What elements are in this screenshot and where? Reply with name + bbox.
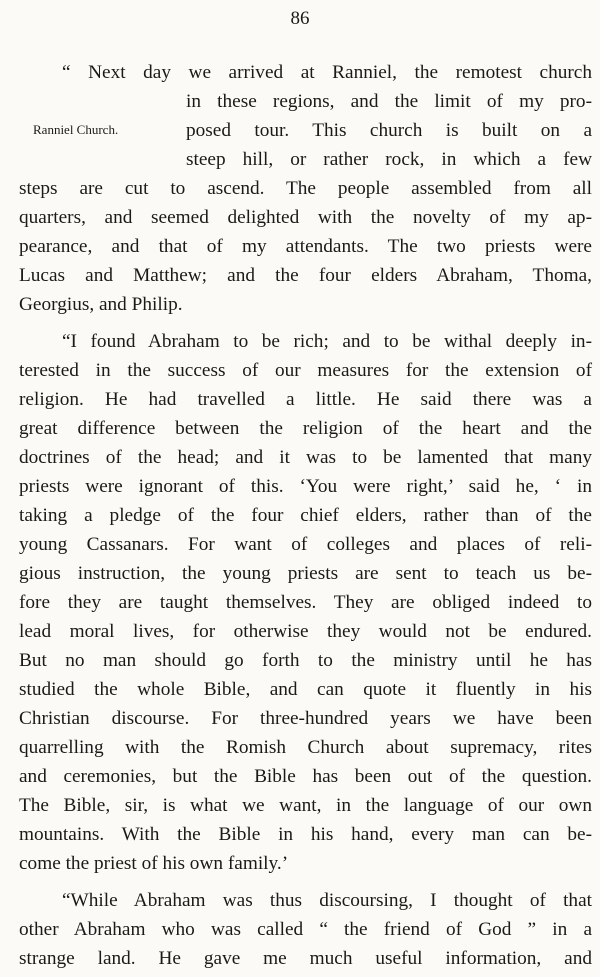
text-line: “I found Abraham to be rich; and to be withal deeply in- — [62, 331, 592, 352]
text-line: steep hill, or rather rock, in which a few — [186, 149, 592, 170]
text-line: taking a pledge of the four chief elders, rather than of the — [19, 505, 592, 526]
text-line: terested in the success of our measures for the extension of — [19, 360, 592, 381]
text-line: other Abraham who was called “ the friend of God ” in a — [19, 919, 592, 940]
text-line: studied the whole Bible, and can quote it fluently in his — [19, 679, 592, 700]
text-line: in these regions, and the limit of my pro- — [186, 91, 592, 112]
text-line: Lucas and Matthew; and the four elders Abraham, Thoma, — [19, 265, 592, 286]
text-line: doctrines of the head; and it was to be lamented that many — [19, 447, 592, 468]
text-line: priests were ignorant of this. ‘You were right,’ said he, ‘ in — [19, 476, 592, 497]
text-line: great difference between the religion of the heart and the — [19, 418, 592, 439]
text-line: posed tour. This church is built on a — [186, 120, 592, 141]
text-line: strange land. He gave me much useful information, and — [19, 948, 592, 969]
text-line: steps are cut to ascend. The people assembled from all — [19, 178, 592, 199]
text-line: Christian discourse. For three-hundred years we have been — [19, 708, 592, 729]
text-line: gious instruction, the young priests are sent to teach us be- — [19, 563, 592, 584]
text-line: The Bible, sir, is what we want, in the language of our own — [19, 795, 592, 816]
text-line: quarters, and seemed delighted with the novelty of my ap- — [19, 207, 592, 228]
text-line: mountains. With the Bible in his hand, every man can be- — [19, 824, 592, 845]
text-line: quarrelling with the Romish Church about supremacy, rites — [19, 737, 592, 758]
text-line: Georgius, and Philip. — [19, 294, 183, 315]
text-line: fore they are taught themselves. They are obliged indeed to — [19, 592, 592, 613]
text-line: religion. He had travelled a little. He said there was a — [19, 389, 592, 410]
text-line: come the priest of his own family.’ — [19, 853, 289, 874]
text-line: “While Abraham was thus discoursing, I thought of that — [62, 890, 592, 911]
page-number: 86 — [290, 8, 310, 29]
text-line: pearance, and that of my attendants. The two priests were — [19, 236, 592, 257]
text-line: and ceremonies, but the Bible has been out of the question. — [19, 766, 592, 787]
text-line: But no man should go forth to the ministry until he has — [19, 650, 592, 671]
text-line: “ Next day we arrived at Ranniel, the remotest church — [62, 62, 592, 83]
text-line: lead moral lives, for otherwise they would not be endured. — [19, 621, 592, 642]
margin-note: Ranniel Church. — [33, 122, 119, 137]
text-line: young Cassanars. For want of colleges and places of reli- — [19, 534, 592, 555]
